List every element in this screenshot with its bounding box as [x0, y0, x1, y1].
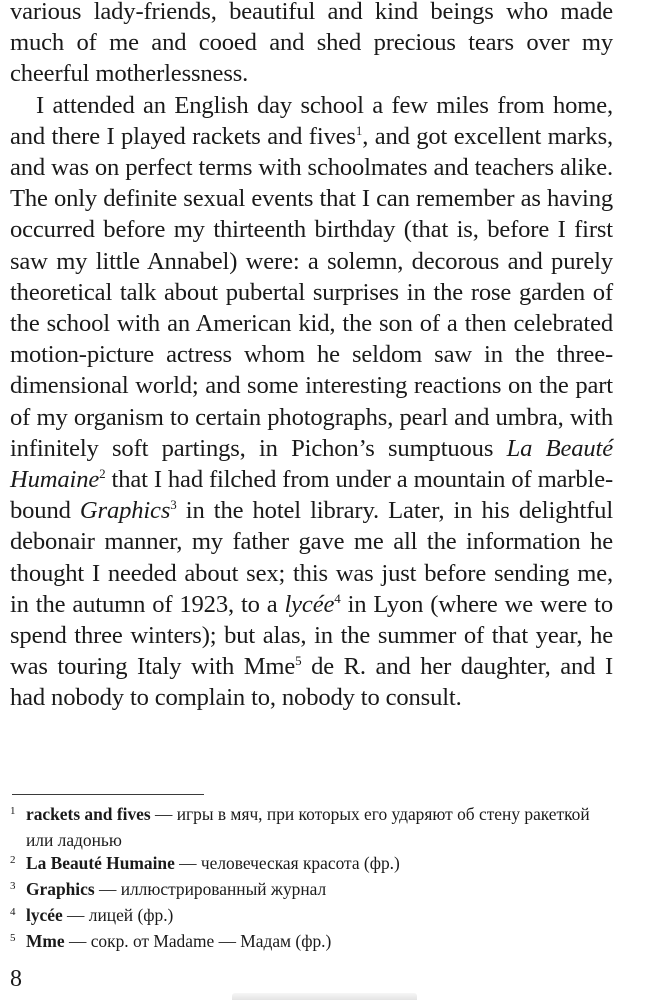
body-text [10, 0, 613, 714]
footnote-divider [12, 794, 204, 795]
footnote-term: lycée [26, 905, 63, 925]
footnote-ref-3: 3 [170, 497, 177, 513]
footnote-number: 3 [10, 880, 16, 892]
footnote-ref-2: 2 [99, 466, 106, 482]
footnote-number: 4 [10, 906, 16, 918]
footnote-item [10, 904, 614, 930]
footnote-item [10, 852, 614, 878]
paragraph-2-segment-1: I attended an English day school a few miles from home, and there I played rackets and fives [10, 91, 613, 150]
footnote-term: Mme [26, 931, 65, 951]
italic-graphics: Graphics [79, 497, 171, 525]
footnotes [10, 803, 614, 956]
footnote-text: — лицей (фр.) [62, 905, 174, 925]
footnote-text: — сокр. от Madame — Мадам (фр.) [64, 931, 332, 951]
footnote-number: 5 [10, 932, 16, 944]
footnote-item [10, 803, 614, 852]
footnote-term: La Beauté Humaine [26, 853, 175, 873]
footnote-term: Graphics [26, 879, 95, 899]
footnote-item [10, 930, 614, 956]
paragraph-continuation [10, 0, 613, 90]
footnote-item [10, 878, 614, 904]
footnote-ref-5: 5 [295, 653, 302, 669]
paragraph-1-text: various lady-friends, beautiful and kind beings who made much of me and cooed and shed precious tears over my cheerful motherlessness. [10, 0, 613, 88]
footnote-term: rackets and fives [26, 804, 151, 824]
page-number: 8 [10, 966, 22, 992]
footnote-number: 2 [10, 854, 16, 866]
footnote-text: — человеческая красота (фр.) [174, 853, 400, 873]
italic-lycee: lycée [284, 590, 335, 618]
paragraph-2-segment-3: that I had filched from under a mountain of marble-bound [10, 466, 613, 525]
footnote-ref-1: 1 [355, 122, 363, 138]
footnote-ref-4: 4 [334, 590, 341, 606]
scan-edge-shadow [232, 993, 417, 1000]
paragraph-2-segment-4: in the hotel library. Later, in his delightful debonair manner, my father gave me all the information he thought I needed about sex; this was just before sending me, in the autumn of 1923, to a [10, 497, 614, 618]
footnote-number: 1 [10, 805, 16, 817]
paragraph-2-segment-6: de R. and her daughter, and I had nobody to complain to, nobody to consult. [10, 653, 613, 712]
paragraph-2-segment-2: , and got excellent marks, and was on perfect terms with schoolmates and teachers alike. The only definite sexual events that I can remember as having occurred before my thirteenth birthday (that is, before I first saw my little Annabel) were: a solemn, decorous and purely theoretical talk about pubertal surprises in the rose garden of the school with an American kid, the son of a then celebrated motion-picture actress whom he seldom saw in the three-dimensional world; and some interesting reactions on the part of my organism to certain photographs, pearl and umbra, with infinitely soft partings, in Pichon’s sumptuous [10, 122, 613, 462]
italic-la-beaute-humaine: La Beauté Humaine [10, 434, 613, 494]
footnote-text: — игры в мяч, при которых его ударяют об стену ракеткой или ладонью [26, 804, 590, 850]
paragraph-2-segment-5: in Lyon (where we were to spend three winters); but alas, in the summer of that year, he was touring Italy with Mme [10, 590, 613, 681]
paragraph-school [10, 90, 613, 714]
footnote-text: — иллюстрированный журнал [94, 879, 327, 899]
